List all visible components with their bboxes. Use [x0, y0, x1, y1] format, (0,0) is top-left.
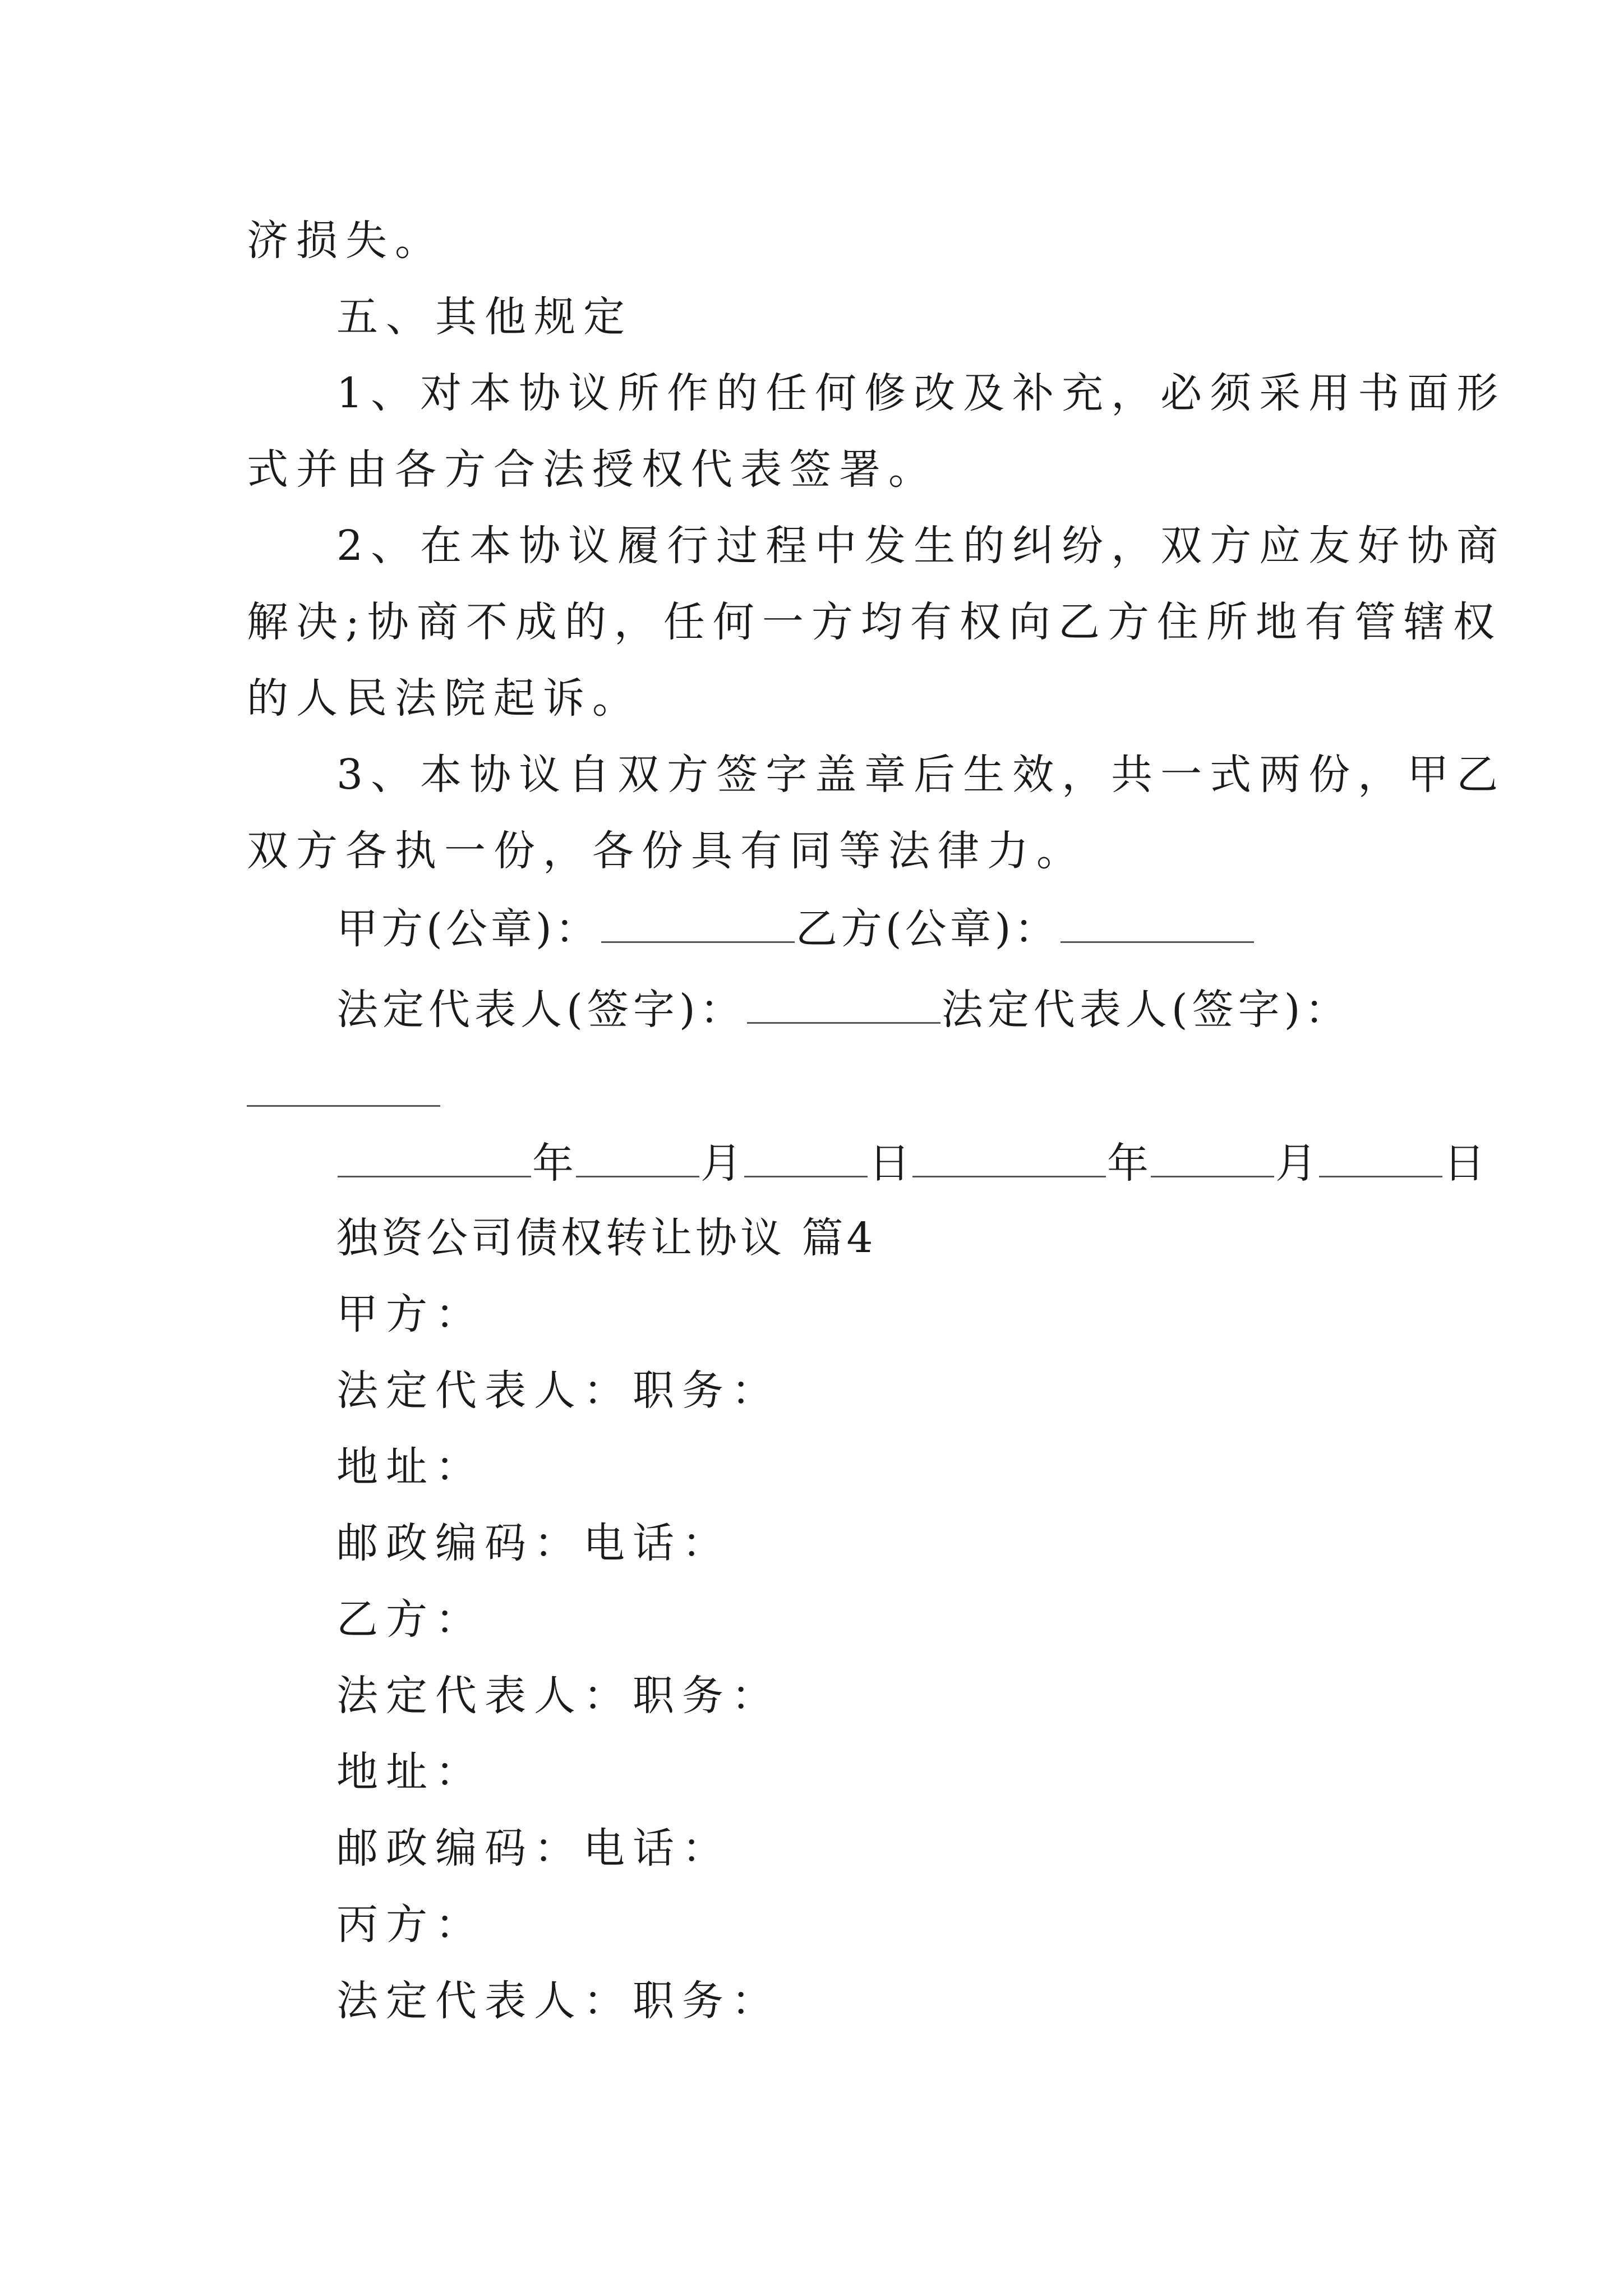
paragraph-continuation: 济损失。	[247, 217, 444, 265]
year-a-blank	[338, 1141, 531, 1177]
year-b-label: 年	[1107, 1139, 1150, 1188]
month-b-label: 月	[1275, 1139, 1318, 1188]
day-a-blank	[744, 1141, 868, 1177]
rep-a-blank	[747, 987, 940, 1024]
month-a-blank	[576, 1141, 699, 1177]
month-b-blank	[1151, 1141, 1274, 1177]
clause-3-line-1: 3、本协议自双方签字盖章后生效，共一式两份，甲乙	[336, 751, 1506, 799]
clause-2-line-3: 的人民法院起诉。	[247, 674, 642, 723]
party-a-legal-rep: 法定代表人：职务：	[336, 1366, 781, 1415]
party-b-label: 乙方：	[336, 1595, 485, 1644]
rep-a-label: 法定代表人(签字)：	[336, 986, 746, 1034]
year-b-blank	[912, 1141, 1106, 1177]
party-c-label: 丙方：	[336, 1901, 485, 1949]
section-heading-other-provisions: 五、其他规定	[336, 293, 633, 341]
representative-line	[336, 986, 1351, 1034]
clause-1-line-2: 式并由各方合法授权代表签署。	[247, 445, 938, 494]
year-a-label: 年	[532, 1139, 575, 1188]
seal-line	[336, 905, 1255, 953]
section-4-title: 独资公司债权转让协议 篇4	[336, 1214, 877, 1262]
clause-3-line-2: 双方各执一份，各份具有同等法律力。	[247, 827, 1086, 875]
party-b-seal-blank	[1061, 907, 1254, 943]
party-a-seal-label: 甲方(公章)：	[336, 905, 600, 953]
date-line	[336, 1139, 1486, 1188]
party-b-seal-label: 乙方(公章)：	[795, 905, 1059, 953]
day-b-blank	[1319, 1141, 1442, 1177]
clause-2-line-1: 2、在本协议履行过程中发生的纠纷，双方应友好协商	[336, 522, 1506, 570]
party-a-postal-phone: 邮政编码：电话：	[336, 1519, 731, 1567]
party-b-legal-rep: 法定代表人：职务：	[336, 1672, 781, 1720]
day-b-label: 日	[1444, 1139, 1486, 1188]
clause-1-line-1: 1、对本协议所作的任何修改及补充，必须采用书面形	[336, 369, 1506, 417]
party-a-address: 地址：	[336, 1443, 485, 1491]
rep-b-label: 法定代表人(签字)：	[941, 986, 1351, 1034]
rep-b-blank	[247, 1105, 440, 1107]
day-a-label: 日	[869, 1139, 911, 1188]
party-a-label: 甲方：	[336, 1290, 485, 1338]
clause-2-line-2: 解决;协商不成的，任何一方均有权向乙方住所地有管辖权	[247, 598, 1502, 646]
month-a-label: 月	[700, 1139, 743, 1188]
party-b-postal-phone: 邮政编码：电话：	[336, 1824, 731, 1872]
party-a-seal-blank	[601, 907, 795, 943]
party-b-address: 地址：	[336, 1748, 485, 1796]
party-c-legal-rep: 法定代表人：职务：	[336, 1977, 781, 2025]
